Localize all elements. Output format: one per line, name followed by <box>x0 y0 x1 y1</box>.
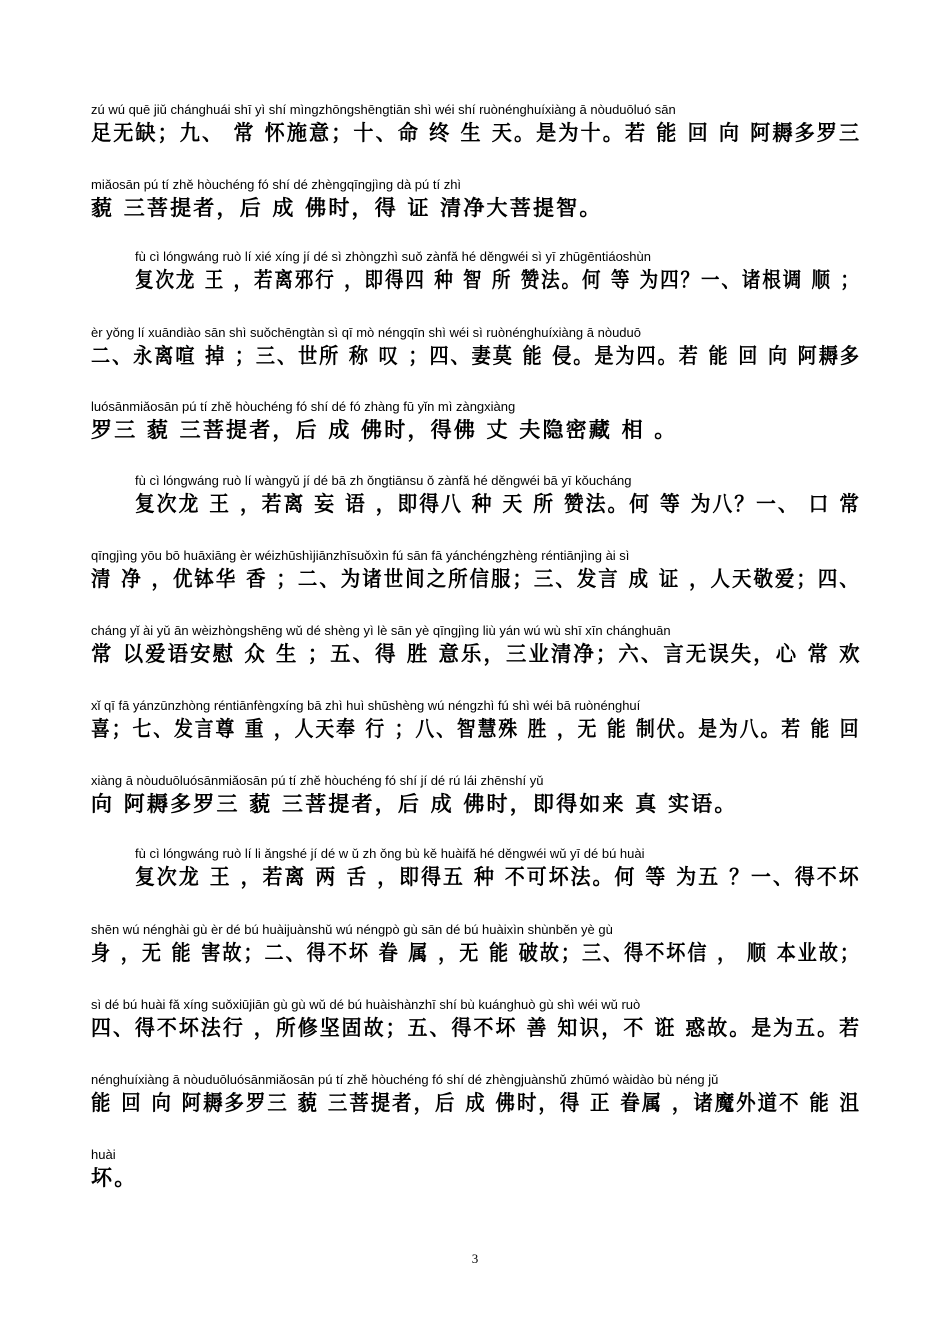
text-line-14 <box>91 1071 861 1117</box>
text-line-2 <box>91 176 861 222</box>
pinyin-line: cháng yǐ ài yǔ ān wèizhòngshēng wǔ dé shèng yì lè sān yè qīngjìng liù yán wú wù shī xīn chánghuān <box>91 623 671 638</box>
pinyin-line: èr yǒng lí xuāndiào sān shì suǒchēngtàn sì qī mò néngqīn shì wéi sì ruònénghuíxiàng ā nòuduō <box>91 325 641 340</box>
text-line-1 <box>91 101 861 147</box>
hanzi-line: 清 净 ，优钵华 香 ；二、为诸世间之所信服；三、发言 成 证 ，人天敬爱；四、 <box>91 567 861 591</box>
text-line-3 <box>135 248 861 294</box>
pinyin-line: zú wú quē jiǔ chánghuái shī yì shí mìngzhōngshēngtiān shì wéi shí ruònénghuíxiàng ā nòuduōluó sān <box>91 102 676 117</box>
pinyin-line: xǐ qī fā yánzūnzhòng réntiānfèngxíng bā zhì huì shūshèng wú néngzhì fú shì wéi bā ruònénghuí <box>91 698 641 713</box>
hanzi-line: 复次龙 王 ，若离 妄 语 ，即得八 种 天 所 赞法。何 等 为八？一、 口 常 <box>135 492 862 516</box>
hanzi-line: 四、得不坏法行 ，所修坚固故；五、得不坏 善 知识，不 诳 惑故。是为五。若 <box>91 1016 862 1040</box>
hanzi-line: 藐 三菩提者，后 成 佛时，得 证 清净大菩提智。 <box>91 196 603 220</box>
pinyin-line: shēn wú nénghài gù èr dé bú huàijuànshǔ wú néngpò gù sān dé bú huàixìn shùnběn yè gù <box>91 922 613 937</box>
text-line-6 <box>135 472 861 518</box>
hanzi-line: 身 ，无 能 害故；二、得不坏 眷 属 ，无 能 破故；三、得不坏信 ， 顺 本业故； <box>91 941 861 965</box>
pinyin-line: fù cì lóngwáng ruò lí li ǎngshé jí dé w ǔ zh ǒng bù kě huàifǎ hé děngwéi wǔ yī dé bú huài <box>135 846 645 861</box>
page-number: 3 <box>471 1251 479 1266</box>
text-line-4 <box>91 324 861 370</box>
pinyin-line: luósānmiǎosān pú tí zhě hòuchéng fó shí dé fó zhàng fū yǐn mì zàngxiàng <box>91 399 516 414</box>
hanzi-line: 二、永离喧 掉 ；三、世所 称 叹 ；四、妻莫 能 侵。是为四。若 能 回 向 阿耨多 <box>91 344 861 368</box>
hanzi-line: 常 以爱语安慰 众 生 ；五、得 胜 意乐，三业清净；六、言无误失，心 常 欢 <box>91 642 862 666</box>
hanzi-line: 复次龙 王 ，若离邪行 ，即得四 种 智 所 赞法。何 等 为四？一、诸根调 顺 ； <box>135 268 861 292</box>
pinyin-line: nénghuíxiàng ā nòuduōluósānmiǎosān pú tí zhě hòuchéng fó shí dé zhèngjuànshǔ zhūmó wàidào bù néng jǔ <box>91 1072 719 1087</box>
hanzi-line: 罗三 藐 三菩提者，后 成 佛时，得佛 丈 夫隐密藏 相 。 <box>91 418 678 442</box>
hanzi-line: 复次龙 王 ，若离 两 舌 ，即得五 种 不可坏法。何 等 为五 ？一、得不坏 <box>135 865 861 889</box>
text-line-11 <box>135 845 861 891</box>
text-line-13 <box>91 996 861 1042</box>
text-line-10 <box>91 772 861 818</box>
text-line-8 <box>91 622 861 668</box>
text-line-12 <box>91 921 861 967</box>
hanzi-line: 坏。 <box>91 1166 138 1190</box>
hanzi-line: 足无缺；九、 常 怀施意；十、命 终 生 天。是为十。若 能 回 向 阿耨多罗三 <box>91 121 862 145</box>
hanzi-line: 喜；七、发言尊 重 ，人天奉 行 ；八、智慧殊 胜 ，无 能 制伏。是为八。若 能 回 <box>91 717 861 741</box>
pinyin-line: fù cì lóngwáng ruò lí xié xíng jí dé sì zhòngzhì suǒ zànfǎ hé děngwéi sì yī zhūgēntiáoshùn <box>135 249 651 264</box>
pinyin-line: fù cì lóngwáng ruò lí wàngyǔ jí dé bā zh ǒngtiānsu ǒ zànfǎ hé děngwéi bā yī kǒucháng <box>135 473 632 488</box>
pinyin-line: qīngjìng yōu bō huāxiāng èr wéizhūshìjiānzhīsuǒxìn fú sān fā yánchéngzhèng réntiānjìng ài sì <box>91 548 630 563</box>
pinyin-line: sì dé bú huài fǎ xíng suǒxiūjiān gù gù wǔ dé bú huàishànzhī shí bù kuánghuò gù shì wéi wǔ ruò <box>91 997 641 1012</box>
text-line-9 <box>91 697 861 743</box>
pinyin-line: huài <box>91 1147 116 1162</box>
text-line-15 <box>91 1146 861 1192</box>
pinyin-line: xiàng ā nòuduōluósānmiǎosān pú tí zhě hòuchéng fó shí jí dé rú lái zhēnshí yǔ <box>91 773 544 788</box>
hanzi-line: 能 回 向 阿耨多罗三 藐 三菩提者，后 成 佛时，得 正 眷属 ，诸魔外道不 能 沮 <box>91 1091 862 1115</box>
text-line-5 <box>91 398 861 444</box>
hanzi-line: 向 阿耨多罗三 藐 三菩提者，后 成 佛时，即得如来 真 实语。 <box>91 792 738 816</box>
text-line-7 <box>91 547 861 593</box>
pinyin-line: miǎosān pú tí zhě hòuchéng fó shí dé zhèngqīngjìng dà pú tí zhì <box>91 177 462 192</box>
